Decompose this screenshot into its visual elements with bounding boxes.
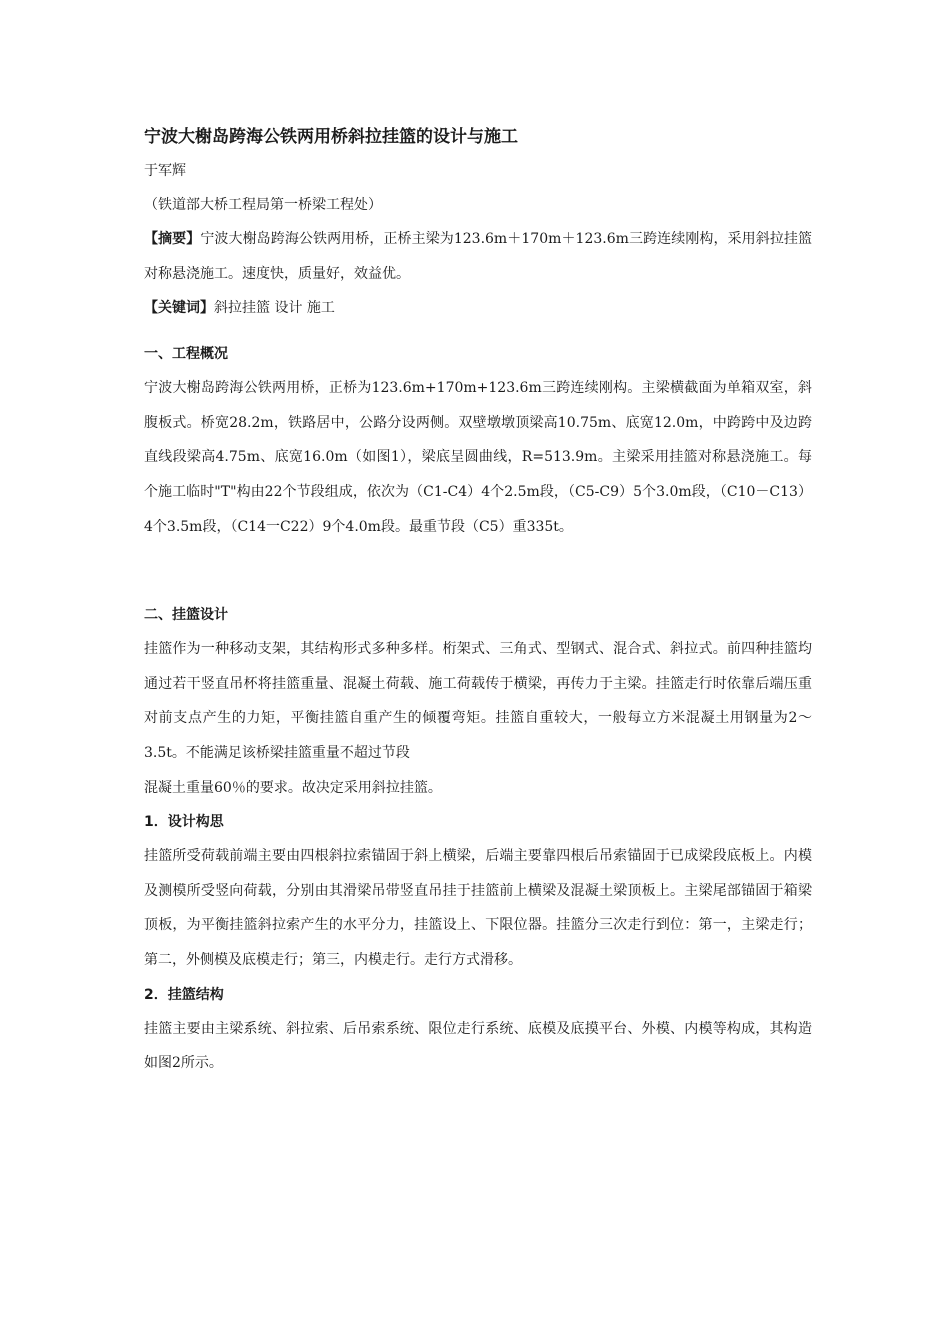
subsection-2-paragraph: 挂篮主要由主梁系统、斜拉索、后吊索系统、限位走行系统、底模及底摸平台、外模、内模等构成，其构造如图2所示。 (144, 1020, 812, 1072)
keywords-label: 【关键词】 (144, 300, 214, 317)
abstract-text: 宁波大榭岛跨海公铁两用桥，正桥主梁为123.6m＋170m＋123.6m三跨连续刚构，采用斜拉挂篮对称悬浇施工。速度快，质量好，效益优。 (144, 231, 812, 282)
subsection-heading-1: 1．设计构思 (144, 814, 224, 831)
subsection-1-paragraph: 挂篮所受荷载前端主要由四根斜拉索锚固于斜上横梁，后端主要靠四根后吊索锚固于已成梁段底板上。内模及测模所受竖向荷载，分别由其滑梁吊带竖直吊挂于挂篮前上横梁及混凝土梁顶板上。主梁尾部锚固于箱梁顶板，为平衡挂篮斜拉索产生的水平分力，挂篮设上、下限位器。挂篮分三次走行到位：第一，主梁走行；第二，外侧模及底模走行；第三，内模走行。走行方式滑移。 (144, 848, 812, 968)
document-title: 宁波大榭岛跨海公铁两用桥斜拉挂篮的设计与施工 (144, 127, 518, 147)
author: 于军辉 (144, 163, 186, 179)
affiliation: （铁道部大桥工程局第一桥梁工程处） (144, 197, 382, 213)
section-2-paragraph-2: 混凝土重量60％的要求。故决定采用斜拉挂篮。 (144, 779, 442, 796)
section-heading-1: 一、工程概况 (144, 346, 228, 363)
abstract (144, 222, 812, 291)
document-page (144, 120, 812, 1081)
subsection-heading-2: 2．挂篮结构 (144, 986, 224, 1003)
section-2-paragraph-1: 挂篮作为一种移动支架，其结构形式多种多样。桁架式、三角式、型钢式、混合式、斜拉式。前四种挂篮均通过若干竖直吊杯将挂篮重量、混凝土荷载、施工荷载传于横梁，再传力于主梁。挂篮走行时依靠后端压重对前支点产生的力矩，平衡挂篮自重产生的倾覆弯矩。挂篮自重较大，一般每立方米混凝土用钢量为2～3.5t。不能满足该桥梁挂篮重量不超过节段 (144, 641, 812, 761)
spacer (144, 544, 812, 598)
section-1-paragraph: 宁波大榭岛跨海公铁两用桥，正桥为123.6m+170m+123.6m三跨连续刚构。主梁横截面为单箱双室，斜腹板式。桥宽28.2m，铁路居中，公路分设两侧。双壁墩墩顶梁高10.75m、底宽12.0m，中跨跨中及边跨直线段梁高4.75m、底宽16.0m（如图1），梁底呈圆曲线，R=513.9m。主梁采用挂篮对称悬浇施工。每个施工临时"T"构由22个节段组成，依次为（C1-C4）4个2.5m段，（C5-C9）5个3.0m段，（C10－C13）4个3.5m段，（C14一C22）9个4.0m段。最重节段（C5）重335t。 (144, 380, 812, 535)
keywords-text: 斜拉挂篮 设计 施工 (214, 300, 335, 317)
spacer (144, 325, 812, 337)
abstract-label: 【摘要】 (144, 231, 201, 247)
section-heading-2: 二、挂篮设计 (144, 607, 228, 624)
keywords (144, 291, 812, 325)
